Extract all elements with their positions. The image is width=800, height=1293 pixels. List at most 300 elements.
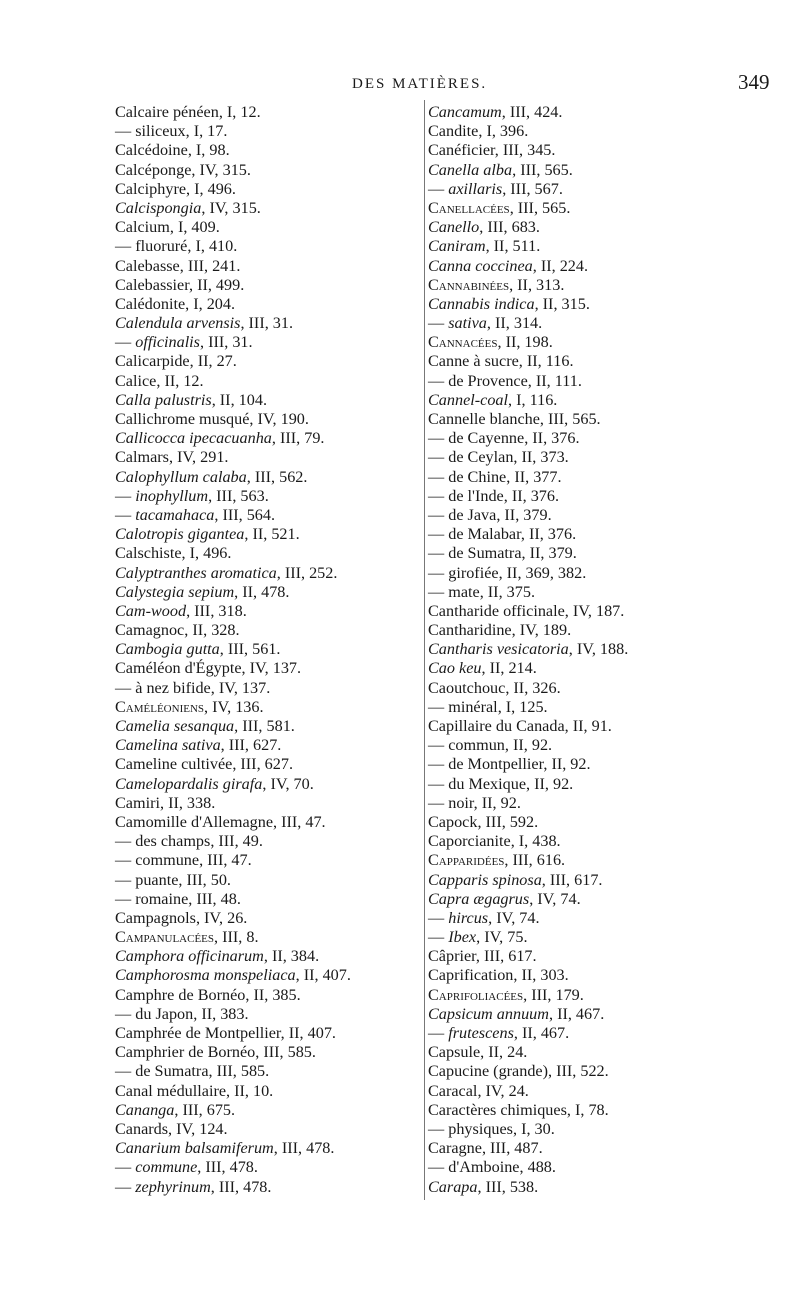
- index-entry: [428, 487, 758, 506]
- index-entry: [428, 372, 758, 391]
- index-entry: [115, 602, 415, 621]
- entry-term: Camphora officinarum: [115, 947, 264, 966]
- index-entry: [115, 295, 415, 314]
- index-entry: [428, 640, 758, 659]
- index-entry: [428, 851, 758, 870]
- entry-reference: , III, 179.: [523, 985, 584, 1004]
- index-entry: [115, 755, 415, 774]
- index-entry: [115, 813, 415, 832]
- entry-term: Cambogia gutta: [115, 640, 220, 659]
- index-entry: [428, 103, 758, 122]
- entry-reference: , I, 409.: [169, 218, 220, 237]
- index-entry: [115, 564, 415, 583]
- entry-reference: , II, 376.: [520, 525, 577, 544]
- entry-reference: , III, 318.: [186, 601, 247, 620]
- entry-term: Camagnoc: [115, 621, 185, 640]
- index-entry: [115, 1120, 415, 1139]
- entry-term: Cantharis vesicatoria: [428, 640, 569, 659]
- entry-reference: , II, 511.: [485, 237, 541, 256]
- index-entry: [428, 141, 758, 160]
- index-entry: [115, 429, 415, 448]
- entry-reference: , I, 438.: [510, 832, 561, 851]
- entry-term: Caméléoniens: [115, 697, 205, 716]
- entry-reference: , I, 98.: [187, 141, 230, 160]
- entry-dash: —: [428, 908, 449, 927]
- entry-reference: , III, 241.: [179, 256, 241, 275]
- entry-reference: , III, 581.: [234, 717, 295, 735]
- entry-term: Capparis spinosa: [428, 870, 542, 889]
- entry-reference: , II, 12.: [156, 371, 204, 390]
- entry-reference: , III, 565.: [539, 410, 601, 428]
- entry-reference: , II, 116.: [518, 352, 574, 371]
- entry-term: noir: [448, 793, 474, 812]
- entry-dash: —: [428, 467, 449, 486]
- column-divider: [424, 100, 425, 1200]
- entry-term: d'Amboine: [448, 1158, 520, 1177]
- entry-reference: , III, 424.: [501, 103, 563, 121]
- entry-term: de Montpellier: [448, 755, 544, 774]
- entry-term: minéral: [448, 697, 498, 716]
- entry-reference: , IV, 74.: [529, 889, 581, 908]
- index-entry: [115, 1139, 415, 1158]
- entry-reference: , III, 31.: [240, 314, 294, 333]
- index-entry: [115, 909, 415, 928]
- entry-reference: , II, 383.: [193, 1004, 249, 1023]
- entry-reference: , III, 627.: [232, 755, 293, 774]
- index-entry: [428, 621, 758, 640]
- entry-reference: , III, 252.: [276, 563, 338, 582]
- index-entry: [428, 890, 758, 909]
- entry-term: Caporcianite: [428, 832, 511, 851]
- entry-reference: , II, 373.: [513, 448, 569, 467]
- entry-term: Calyptranthes aromatica: [115, 563, 277, 582]
- page-number: 349: [738, 70, 770, 94]
- entry-term: Cananga: [115, 1100, 175, 1119]
- index-entry: [428, 352, 758, 371]
- index-entry: [115, 391, 415, 410]
- entry-reference: , III, 522.: [548, 1062, 609, 1081]
- index-entry: [115, 679, 415, 698]
- entry-dash: —: [115, 237, 136, 256]
- index-entry: [115, 180, 415, 199]
- entry-reference: , IV, 315.: [191, 160, 251, 179]
- index-entry: [115, 333, 415, 352]
- entry-term: Calschiste: [115, 544, 182, 563]
- entry-reference: , II, 499.: [188, 275, 245, 294]
- entry-reference: , III, 567.: [502, 179, 563, 198]
- entry-reference: , IV, 137.: [241, 659, 302, 678]
- entry-dash: —: [115, 1177, 136, 1196]
- entry-term: Camphrier de Bornéo: [115, 1043, 256, 1062]
- index-column-right: [428, 103, 758, 1197]
- entry-dash: —: [428, 486, 449, 505]
- entry-dash: —: [115, 333, 136, 352]
- index-entry: [115, 352, 415, 371]
- entry-reference: , III, 585.: [208, 1062, 270, 1081]
- entry-reference: , III, 50.: [178, 870, 231, 889]
- entry-reference: , IV, 188.: [568, 640, 629, 659]
- entry-term: Capsule: [428, 1043, 481, 1062]
- index-entry: [428, 564, 758, 583]
- entry-reference: , II, 91.: [564, 717, 612, 735]
- entry-term: Calophyllum calaba: [115, 467, 247, 486]
- entry-term: Canellacées: [428, 198, 510, 217]
- entry-reference: , III, 565.: [512, 160, 573, 179]
- index-entry: [428, 180, 758, 199]
- index-entry: [115, 161, 415, 180]
- entry-reference: , IV, 187.: [564, 601, 625, 620]
- entry-term: Cam-wood: [115, 601, 187, 620]
- entry-term: Camelina sativa: [115, 736, 221, 755]
- index-entry: [115, 736, 415, 755]
- entry-reference: , II, 313.: [509, 275, 565, 294]
- entry-reference: , III, 345.: [494, 141, 556, 160]
- index-entry: [115, 506, 415, 525]
- index-entry: [428, 1139, 758, 1158]
- entry-term: de Java: [448, 505, 497, 524]
- entry-term: Caoutchouc: [428, 678, 506, 697]
- entry-reference: , II, 375.: [479, 582, 535, 601]
- index-entry: [428, 314, 758, 333]
- entry-term: Canello: [428, 218, 480, 237]
- index-entry: [428, 333, 758, 352]
- entry-reference: , IV, 75.: [476, 928, 528, 947]
- entry-reference: , II, 379.: [521, 544, 577, 563]
- entry-dash: —: [428, 429, 449, 448]
- entry-reference: , II, 376.: [503, 486, 560, 505]
- entry-reference: , II, 27.: [189, 352, 237, 371]
- entry-term: de Chine: [448, 467, 507, 486]
- entry-term: Calcispongia: [115, 198, 202, 217]
- index-entry: [115, 832, 415, 851]
- index-entry: [115, 640, 415, 659]
- index-entry: [428, 909, 758, 928]
- entry-dash: —: [115, 486, 136, 505]
- entry-term: Calédonite: [115, 294, 186, 313]
- entry-reference: , III, 627.: [220, 736, 282, 755]
- index-entry: [115, 947, 415, 966]
- index-entry: [115, 544, 415, 563]
- entry-reference: , III, 31.: [199, 333, 253, 352]
- entry-dash: —: [115, 870, 136, 889]
- entry-term: Carapa: [428, 1177, 478, 1196]
- index-column-left: [115, 103, 415, 1197]
- entry-reference: , I, 116.: [508, 390, 558, 409]
- entry-dash: —: [115, 851, 136, 870]
- entry-term: Camphre de Bornéo: [115, 985, 246, 1004]
- entry-reference: , II, 24.: [480, 1043, 528, 1062]
- index-entry: [428, 928, 758, 947]
- entry-reference: , III, 48.: [188, 889, 241, 908]
- entry-dash: —: [428, 697, 449, 716]
- index-entry: [428, 717, 758, 736]
- index-entry: [115, 525, 415, 544]
- entry-term: Capra ægagrus: [428, 889, 530, 908]
- entry-dash: —: [428, 563, 449, 582]
- entry-reference: , II, 303.: [513, 966, 569, 985]
- entry-reference: , III, 538.: [477, 1177, 539, 1196]
- entry-reference: , II, 92.: [504, 736, 553, 755]
- index-entry: [115, 468, 415, 487]
- entry-reference: , III, 585.: [255, 1043, 316, 1062]
- index-entry: [115, 1005, 415, 1024]
- entry-term: zephyrinum: [135, 1177, 211, 1196]
- entry-reference: , II, 467.: [548, 1004, 605, 1023]
- index-entry: [115, 794, 415, 813]
- index-entry: [428, 122, 758, 141]
- entry-reference: , II, 384.: [263, 947, 320, 966]
- entry-reference: , III, 592.: [477, 812, 539, 831]
- entry-reference: , II, 315.: [534, 294, 590, 313]
- entry-reference: , I, 78.: [566, 1100, 609, 1119]
- entry-term: Caragne: [428, 1139, 482, 1158]
- entry-dash: —: [428, 755, 449, 774]
- index-entry: [115, 698, 415, 717]
- entry-term: Calicarpide: [115, 352, 190, 371]
- entry-term: siliceux: [135, 122, 186, 141]
- entry-term: Candite: [428, 122, 479, 141]
- entry-term: sativa: [448, 314, 487, 333]
- entry-dash: —: [115, 678, 136, 697]
- entry-term: commune: [135, 1158, 198, 1177]
- entry-term: Cannelle blanche: [428, 410, 540, 428]
- entry-term: de Sumatra: [448, 544, 522, 563]
- entry-term: Calcédoine: [115, 141, 188, 160]
- entry-reference: , IV, 136.: [204, 697, 264, 716]
- entry-reference: , II, 521.: [244, 525, 300, 544]
- entry-reference: , III, 563.: [208, 486, 269, 505]
- entry-reference: , II, 478.: [234, 582, 290, 601]
- entry-reference: , III, 562.: [246, 467, 308, 486]
- entry-term: mate: [448, 582, 480, 601]
- entry-term: Caracal: [428, 1081, 478, 1100]
- entry-term: Calla palustris: [115, 390, 212, 409]
- index-entry: [428, 276, 758, 295]
- index-entry: [115, 448, 415, 467]
- index-entry: [115, 659, 415, 678]
- entry-term: Camphrée de Montpellier: [115, 1024, 281, 1042]
- index-entry: [428, 1005, 758, 1024]
- entry-reference: , I, 30.: [512, 1119, 555, 1138]
- entry-term: Caméléon d'Égypte: [115, 659, 242, 678]
- entry-reference: , III, 8.: [214, 928, 259, 947]
- entry-term: Calmars: [115, 448, 169, 467]
- entry-reference: , II, 214.: [481, 659, 537, 678]
- entry-term: de Cayenne: [448, 429, 525, 448]
- entry-term: Cancamum: [428, 103, 502, 121]
- entry-dash: —: [428, 505, 449, 524]
- entry-term: du Mexique: [448, 774, 527, 793]
- entry-dash: —: [428, 179, 449, 198]
- index-entry: [115, 583, 415, 602]
- entry-dash: —: [115, 1062, 136, 1081]
- index-entry: [115, 276, 415, 295]
- index-entry: [115, 1101, 415, 1120]
- entry-reference: , II, 377.: [506, 467, 562, 486]
- entry-dash: —: [428, 793, 449, 812]
- entry-dash: —: [428, 544, 449, 563]
- index-entry: [115, 966, 415, 985]
- entry-term: Campanulacées: [115, 928, 215, 947]
- entry-reference: , IV, 190.: [249, 410, 309, 428]
- index-entry: [115, 1178, 415, 1197]
- index-entry: [428, 602, 758, 621]
- index-entry: [115, 1062, 415, 1081]
- index-entry: [428, 525, 758, 544]
- entry-reference: , II, 407.: [295, 966, 351, 985]
- entry-reference: , IV, 24.: [477, 1081, 529, 1100]
- entry-term: romaine: [135, 889, 189, 908]
- entry-reference: , II, 369, 382.: [498, 563, 587, 582]
- index-entry: [428, 410, 758, 429]
- entry-term: Calystegia sepium: [115, 582, 235, 601]
- entry-reference: , I, 496.: [181, 544, 232, 563]
- entry-reference: , II, 198.: [497, 333, 553, 352]
- index-entry: [428, 986, 758, 1005]
- index-entry: [115, 141, 415, 160]
- entry-dash: —: [428, 774, 449, 793]
- entry-reference: , III, 49.: [210, 832, 263, 851]
- entry-reference: , II, 111.: [527, 371, 582, 390]
- entry-term: Cannabis indica: [428, 294, 535, 313]
- entry-term: Ibex: [448, 928, 477, 947]
- index-entry: [115, 851, 415, 870]
- entry-term: Calebassier: [115, 275, 189, 294]
- entry-term: Capock: [428, 812, 478, 831]
- index-entry: [115, 1043, 415, 1062]
- index-entry: [115, 410, 415, 429]
- entry-reference: , I, 410.: [187, 237, 238, 256]
- entry-term: Caractères chimiques: [428, 1100, 567, 1119]
- entry-term: Cannabinées: [428, 275, 510, 294]
- index-entry: [428, 1024, 758, 1043]
- entry-term: de Malabar: [448, 525, 521, 544]
- index-entry: [428, 468, 758, 487]
- index-entry: [115, 1082, 415, 1101]
- entry-term: Caprification: [428, 966, 514, 985]
- entry-term: Canna coccinea: [428, 256, 533, 275]
- entry-term: Camomille d'Allemagne: [115, 812, 274, 831]
- entry-reference: , III, 47.: [199, 851, 252, 870]
- entry-term: physiques: [448, 1119, 513, 1138]
- entry-term: Cantharide officinale: [428, 601, 565, 620]
- entry-term: hircus: [448, 908, 489, 927]
- entry-reference: , III, 487.: [481, 1139, 543, 1158]
- entry-term: Cantharidine: [428, 621, 512, 640]
- index-entry: [428, 429, 758, 448]
- entry-reference: , III, 478.: [273, 1139, 335, 1158]
- entry-term: Canéficier: [428, 141, 495, 160]
- index-entry: [428, 257, 758, 276]
- entry-reference: , II, 385.: [245, 985, 301, 1004]
- index-entry: [428, 966, 758, 985]
- entry-term: Cannacées: [428, 333, 498, 352]
- entry-dash: —: [428, 582, 449, 601]
- entry-term: des champs: [135, 832, 211, 851]
- index-entry: [115, 1158, 415, 1177]
- entry-reference: , III, 564.: [214, 505, 276, 524]
- entry-reference: , I, 125.: [497, 697, 548, 716]
- entry-reference: , II, 379.: [496, 505, 552, 524]
- entry-dash: —: [428, 928, 449, 947]
- entry-dash: —: [115, 122, 136, 141]
- entry-reference: , IV, 291.: [168, 448, 229, 467]
- entry-reference: , II, 326.: [505, 678, 561, 697]
- entry-reference: , IV, 124.: [168, 1119, 228, 1138]
- entry-dash: —: [115, 505, 136, 524]
- entry-dash: —: [428, 736, 449, 755]
- entry-term: Callicocca ipecacuanha: [115, 429, 272, 448]
- index-entry: [428, 813, 758, 832]
- index-entry: [428, 1178, 758, 1197]
- index-entry: [428, 1158, 758, 1177]
- index-entry: [115, 372, 415, 391]
- entry-term: Câprier: [428, 947, 476, 966]
- index-entry: [428, 832, 758, 851]
- entry-term: de Sumatra: [135, 1062, 209, 1081]
- entry-reference: , III, 617.: [475, 947, 537, 966]
- entry-term: Canne à sucre: [428, 352, 519, 371]
- entry-term: Canarium balsamiferum: [115, 1139, 274, 1158]
- index-entry: [428, 871, 758, 890]
- entry-dash: —: [115, 889, 136, 908]
- index-entry: [428, 1120, 758, 1139]
- running-head: DES MATIÈRES.: [352, 76, 488, 92]
- index-entry: [428, 391, 758, 410]
- entry-reference: , IV, 74.: [488, 908, 540, 927]
- entry-term: Caprifoliacées: [428, 985, 524, 1004]
- index-entry: [115, 1024, 415, 1043]
- entry-reference: , II, 376.: [524, 429, 580, 448]
- index-entry: [428, 237, 758, 256]
- entry-term: officinalis: [135, 333, 200, 352]
- entry-term: Calebasse: [115, 256, 180, 275]
- entry-reference: , III, 616.: [504, 851, 566, 870]
- entry-term: Callichrome musqué: [115, 410, 250, 428]
- entry-term: Cao keu: [428, 659, 482, 678]
- entry-reference: , I, 396.: [478, 122, 529, 141]
- entry-reference: , II, 467.: [513, 1024, 570, 1042]
- entry-term: fluoruré: [135, 237, 188, 256]
- entry-reference: , III, 478.: [210, 1177, 272, 1196]
- entry-dash: —: [115, 832, 136, 851]
- entry-reference: , II, 338.: [159, 793, 216, 812]
- entry-dash: —: [115, 1158, 136, 1177]
- index-entry: [115, 218, 415, 237]
- entry-reference: , III, 683.: [479, 218, 540, 237]
- index-entry: [115, 890, 415, 909]
- entry-term: à nez bifide: [135, 678, 211, 697]
- index-entry: [428, 679, 758, 698]
- entry-reference: , II, 92.: [526, 774, 574, 793]
- entry-term: du Japon: [135, 1004, 194, 1023]
- entry-reference: , IV, 189.: [511, 621, 572, 640]
- entry-reference: , II, 314.: [486, 314, 543, 333]
- entry-term: Cannel-coal: [428, 390, 509, 409]
- entry-term: Calciphyre: [115, 179, 187, 198]
- entry-term: girofiée: [448, 563, 499, 582]
- entry-term: de l'Inde: [448, 486, 504, 505]
- entry-term: de Ceylan: [448, 448, 514, 467]
- index-entry: [428, 659, 758, 678]
- entry-term: commun: [448, 736, 505, 755]
- index-entry: [428, 794, 758, 813]
- entry-dash: —: [428, 525, 449, 544]
- index-entry: [115, 871, 415, 890]
- entry-term: Capucine (grande): [428, 1062, 548, 1081]
- index-entry: [428, 199, 758, 218]
- entry-term: Camiri: [115, 793, 160, 812]
